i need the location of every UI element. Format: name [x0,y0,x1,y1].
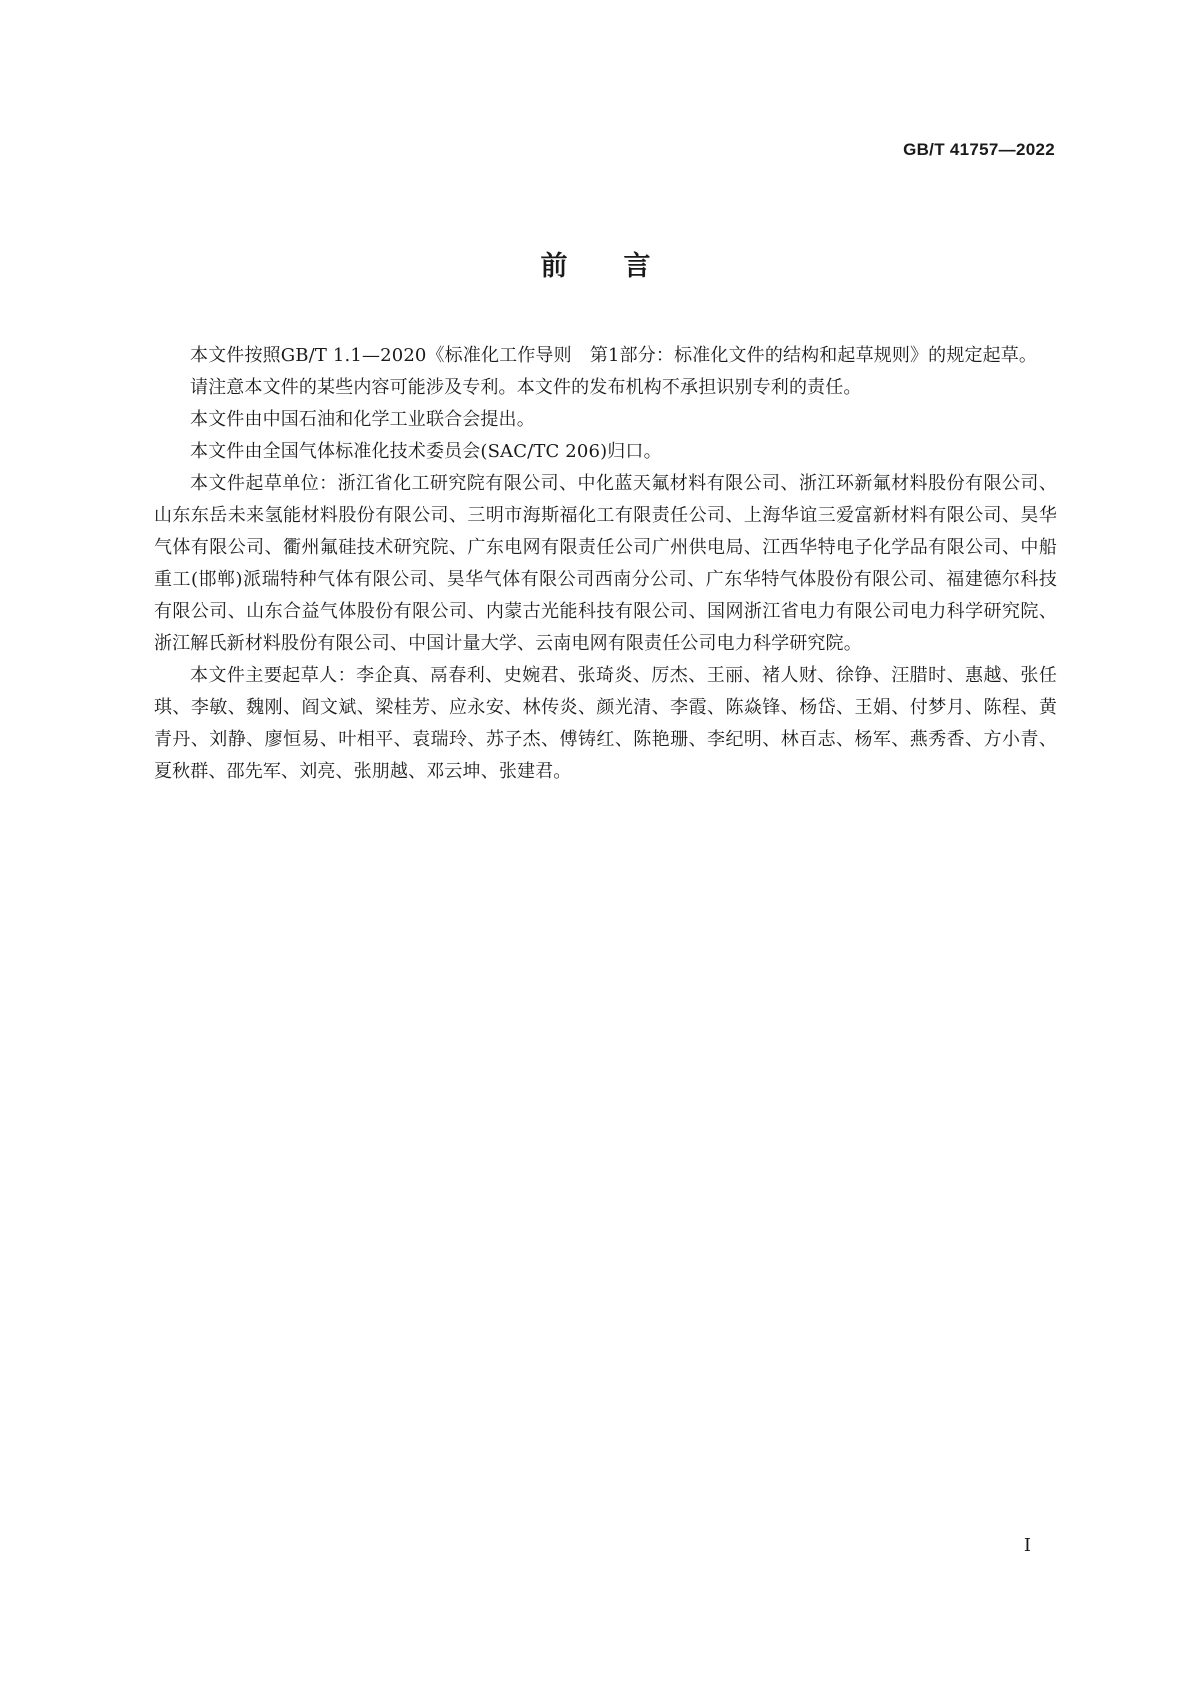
foreword-body [154,340,1057,788]
paragraph-drafting-organizations: 本文件起草单位：浙江省化工研究院有限公司、中化蓝天氟材料有限公司、浙江环新氟材料股份有限公司、山东东岳未来氢能材料股份有限公司、三明市海斯福化工有限责任公司、上海华谊三爱富新材料有限公司、昊华气体有限公司、衢州氟硅技术研究院、广东电网有限责任公司广州供电局、江西华特电子化学品有限公司、中船重工(邯郸)派瑞特种气体有限公司、昊华气体有限公司西南分公司、广东华特气体股份有限公司、福建德尔科技有限公司、山东合益气体股份有限公司、内蒙古光能科技有限公司、国网浙江省电力有限公司电力科学研究院、浙江解氏新材料股份有限公司、中国计量大学、云南电网有限责任公司电力科学研究院。 [154,473,1057,654]
page-title: 前言 [540,251,707,282]
paragraph-proposed-by: 本文件由中国石油和化学工业联合会提出。 [190,409,535,430]
paragraph-drafting-rules: 本文件按照GB/T 1.1—2020《标准化工作导则 第1部分：标准化文件的结构和起草规则》的规定起草。 [190,345,1038,366]
paragraph-technical-committee: 本文件由全国气体标准化技术委员会(SAC/TC 206)归口。 [190,441,662,462]
page-number: I [1023,1535,1031,1556]
standard-number: GB/T 41757—2022 [903,140,1055,159]
paragraph-drafters: 本文件主要起草人：李企真、鬲春利、史婉君、张琦炎、厉杰、王丽、褚人财、徐铮、汪腊时、惠越、张任琪、李敏、魏刚、阎文斌、梁桂芳、应永安、林传炎、颜光清、李霞、陈焱锋、杨岱、王娟、付梦月、陈程、黄青丹、刘静、廖恒易、叶相平、袁瑞玲、苏子杰、傅铸红、陈艳珊、李纪明、林百志、杨军、燕秀香、方小青、夏秋群、邵先军、刘亮、张朋越、邓云坤、张建君。 [154,665,1057,782]
paragraph-patent-notice: 请注意本文件的某些内容可能涉及专利。本文件的发布机构不承担识别专利的责任。 [190,377,862,398]
